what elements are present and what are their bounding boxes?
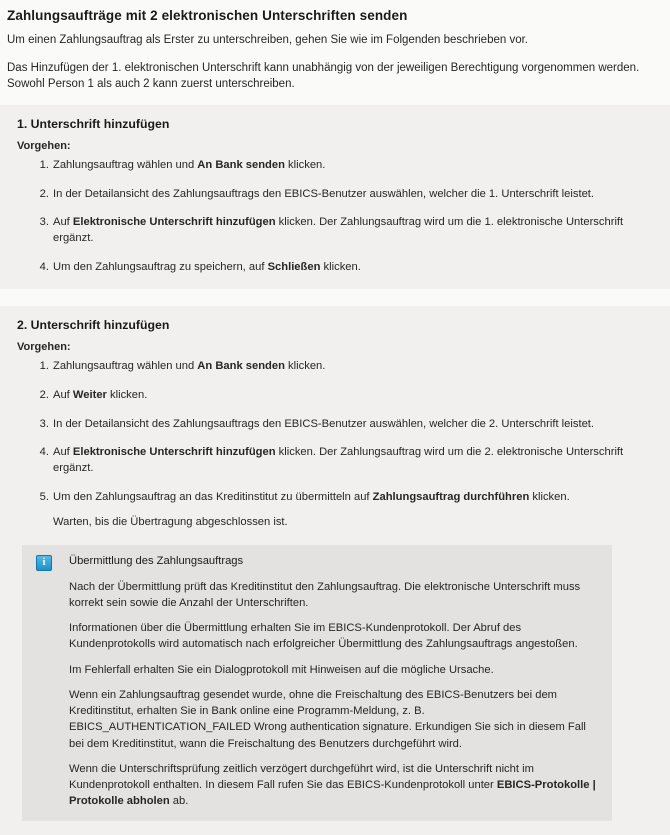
ui-term: An Bank senden: [197, 360, 285, 373]
ui-term: Elektronische Unterschrift hinzufügen: [72, 446, 276, 459]
text-run: Um den Zahlungsauftrag an das Kreditinstitut zu übermitteln auf: [53, 490, 373, 503]
step-item: [53, 158, 658, 174]
ui-term: Elektronische Unterschrift hinzufügen: [72, 216, 276, 229]
info-note-paragraph: [69, 662, 598, 678]
section-2-step-list: [7, 359, 658, 531]
text-run: In der Detailansicht des Zahlungsauftrags den EBICS-Benutzer auswählen, welcher die 2. Unterschrift leistet.: [53, 417, 595, 430]
ui-term: EBICS-Protokolle | Protokolle abholen: [69, 779, 596, 808]
section-1-heading: 1. Unterschrift hinzufügen: [17, 117, 170, 132]
text-run: Wenn die Unterschriftsprüfung zeitlich verzögert durchgeführt wird, ist die Unterschrift nicht im Kundenprotokoll enthalten. In diesem Fall rufen Sie das EBICS-Kundenprotokoll unter: [69, 762, 534, 792]
text-run: In der Detailansicht des Zahlungsauftrags den EBICS-Benutzer auswählen, welcher die 1. Unterschrift leistet.: [53, 187, 595, 200]
section-2-procedure-label: Vorgehen:: [17, 341, 71, 354]
intro-paragraph-1: Um einen Zahlungsauftrag als Erster zu unterschreiben, gehen Sie wie im Folgenden beschrieben vor.: [7, 34, 528, 46]
ui-term: Schließen: [267, 260, 321, 273]
step-substep: Warten, bis die Übertragung abgeschlossen ist.: [53, 516, 288, 529]
ui-term: Weiter: [72, 389, 107, 402]
step-item: [53, 388, 658, 404]
text-run: klicken. Der Zahlungsauftrag wird um die 1. elektronische Unterschrift ergänzt.: [53, 216, 624, 245]
info-note-paragraph: [69, 579, 598, 611]
intro-paragraph-2: Das Hinzufügen der 1. elektronischen Unterschrift kann unabhängig von der jeweiligen Berechtigung vorgenommen werden. Sowohl Person 1 als auch 2 kann zuerst unterschreiben.: [7, 61, 640, 91]
text-run: Um den Zahlungsauftrag zu speichern, auf: [53, 260, 268, 273]
info-note-body: [69, 554, 598, 809]
text-run: Zahlungsauftrag wählen und: [53, 360, 198, 373]
text-run: klicken. Der Zahlungsauftrag wird um die 2. elektronische Unterschrift ergänzt.: [53, 446, 624, 475]
text-run: klicken.: [320, 260, 361, 273]
text-run: Nach der Übermittlung prüft das Kreditinstitut den Zahlungsauftrag. Die elektronische Unterschrift muss korrekt sein sowie die Anzahl der Unterschriften.: [69, 580, 581, 609]
info-note-paragraphs: [69, 579, 598, 810]
step-item: [53, 215, 658, 246]
section-1-procedure-label: Vorgehen:: [17, 140, 71, 153]
spacer: [0, 93, 670, 105]
section-first-signature: [0, 105, 670, 289]
text-run: Im Fehlerfall erhalten Sie ein Dialogprotokoll mit Hinweisen auf die mögliche Ursache.: [69, 663, 494, 676]
step-item: [53, 490, 658, 531]
text-run: Zahlungsauftrag wählen und: [53, 159, 198, 172]
text-run: klicken.: [284, 159, 326, 172]
info-note-paragraph: [69, 761, 598, 810]
info-icon: i: [36, 555, 52, 571]
step-item: [53, 260, 658, 276]
info-note-title: Übermittlung des Zahlungsauftrags: [69, 555, 244, 568]
text-run: Auf: [53, 216, 73, 229]
ui-term: An Bank senden: [197, 159, 285, 172]
text-run: Auf: [53, 446, 73, 459]
text-run: Wenn ein Zahlungsauftrag gesendet wurde, ohne die Freischaltung des EBICS-Benutzers bei dem Kreditinstitut, erhalten Sie in Bank online eine Programm-Meldung, z. B. EBICS_AUTHENTICATION_FAILED Wrong authentication signature. Erkundigen Sie sich in diesem Fall bei dem Kreditinstitut, wann die Freischaltung des Benutzers durchgeführt wird.: [69, 688, 586, 750]
step-item: [53, 417, 658, 433]
text-run: Informationen über die Übermittlung erhalten Sie im EBICS-Kundenprotokoll. Der Abruf des Kundenprotokolls wird automatisch nach erfolgreicher Übermittlung des Zahlungsauftrags angestoßen.: [69, 622, 578, 651]
step-item: [53, 187, 658, 203]
info-note-paragraph: [69, 687, 598, 752]
text-run: klicken.: [106, 389, 148, 402]
spacer: [0, 289, 670, 306]
section-1-step-list: [7, 158, 658, 275]
text-run: klicken.: [284, 360, 326, 373]
text-run: klicken.: [529, 490, 570, 503]
page-title: Zahlungsaufträge mit 2 elektronischen Unterschriften senden: [7, 8, 408, 23]
text-run: ab.: [169, 795, 189, 808]
ui-term: Zahlungsauftrag durchführen: [372, 490, 530, 503]
info-note-box: [22, 545, 612, 820]
section-second-signature: [0, 306, 670, 834]
section-2-heading: 2. Unterschrift hinzufügen: [17, 318, 170, 333]
step-item: [53, 445, 658, 476]
info-note-paragraph: [69, 620, 598, 652]
step-item: [53, 359, 658, 375]
text-run: Auf: [53, 389, 73, 402]
